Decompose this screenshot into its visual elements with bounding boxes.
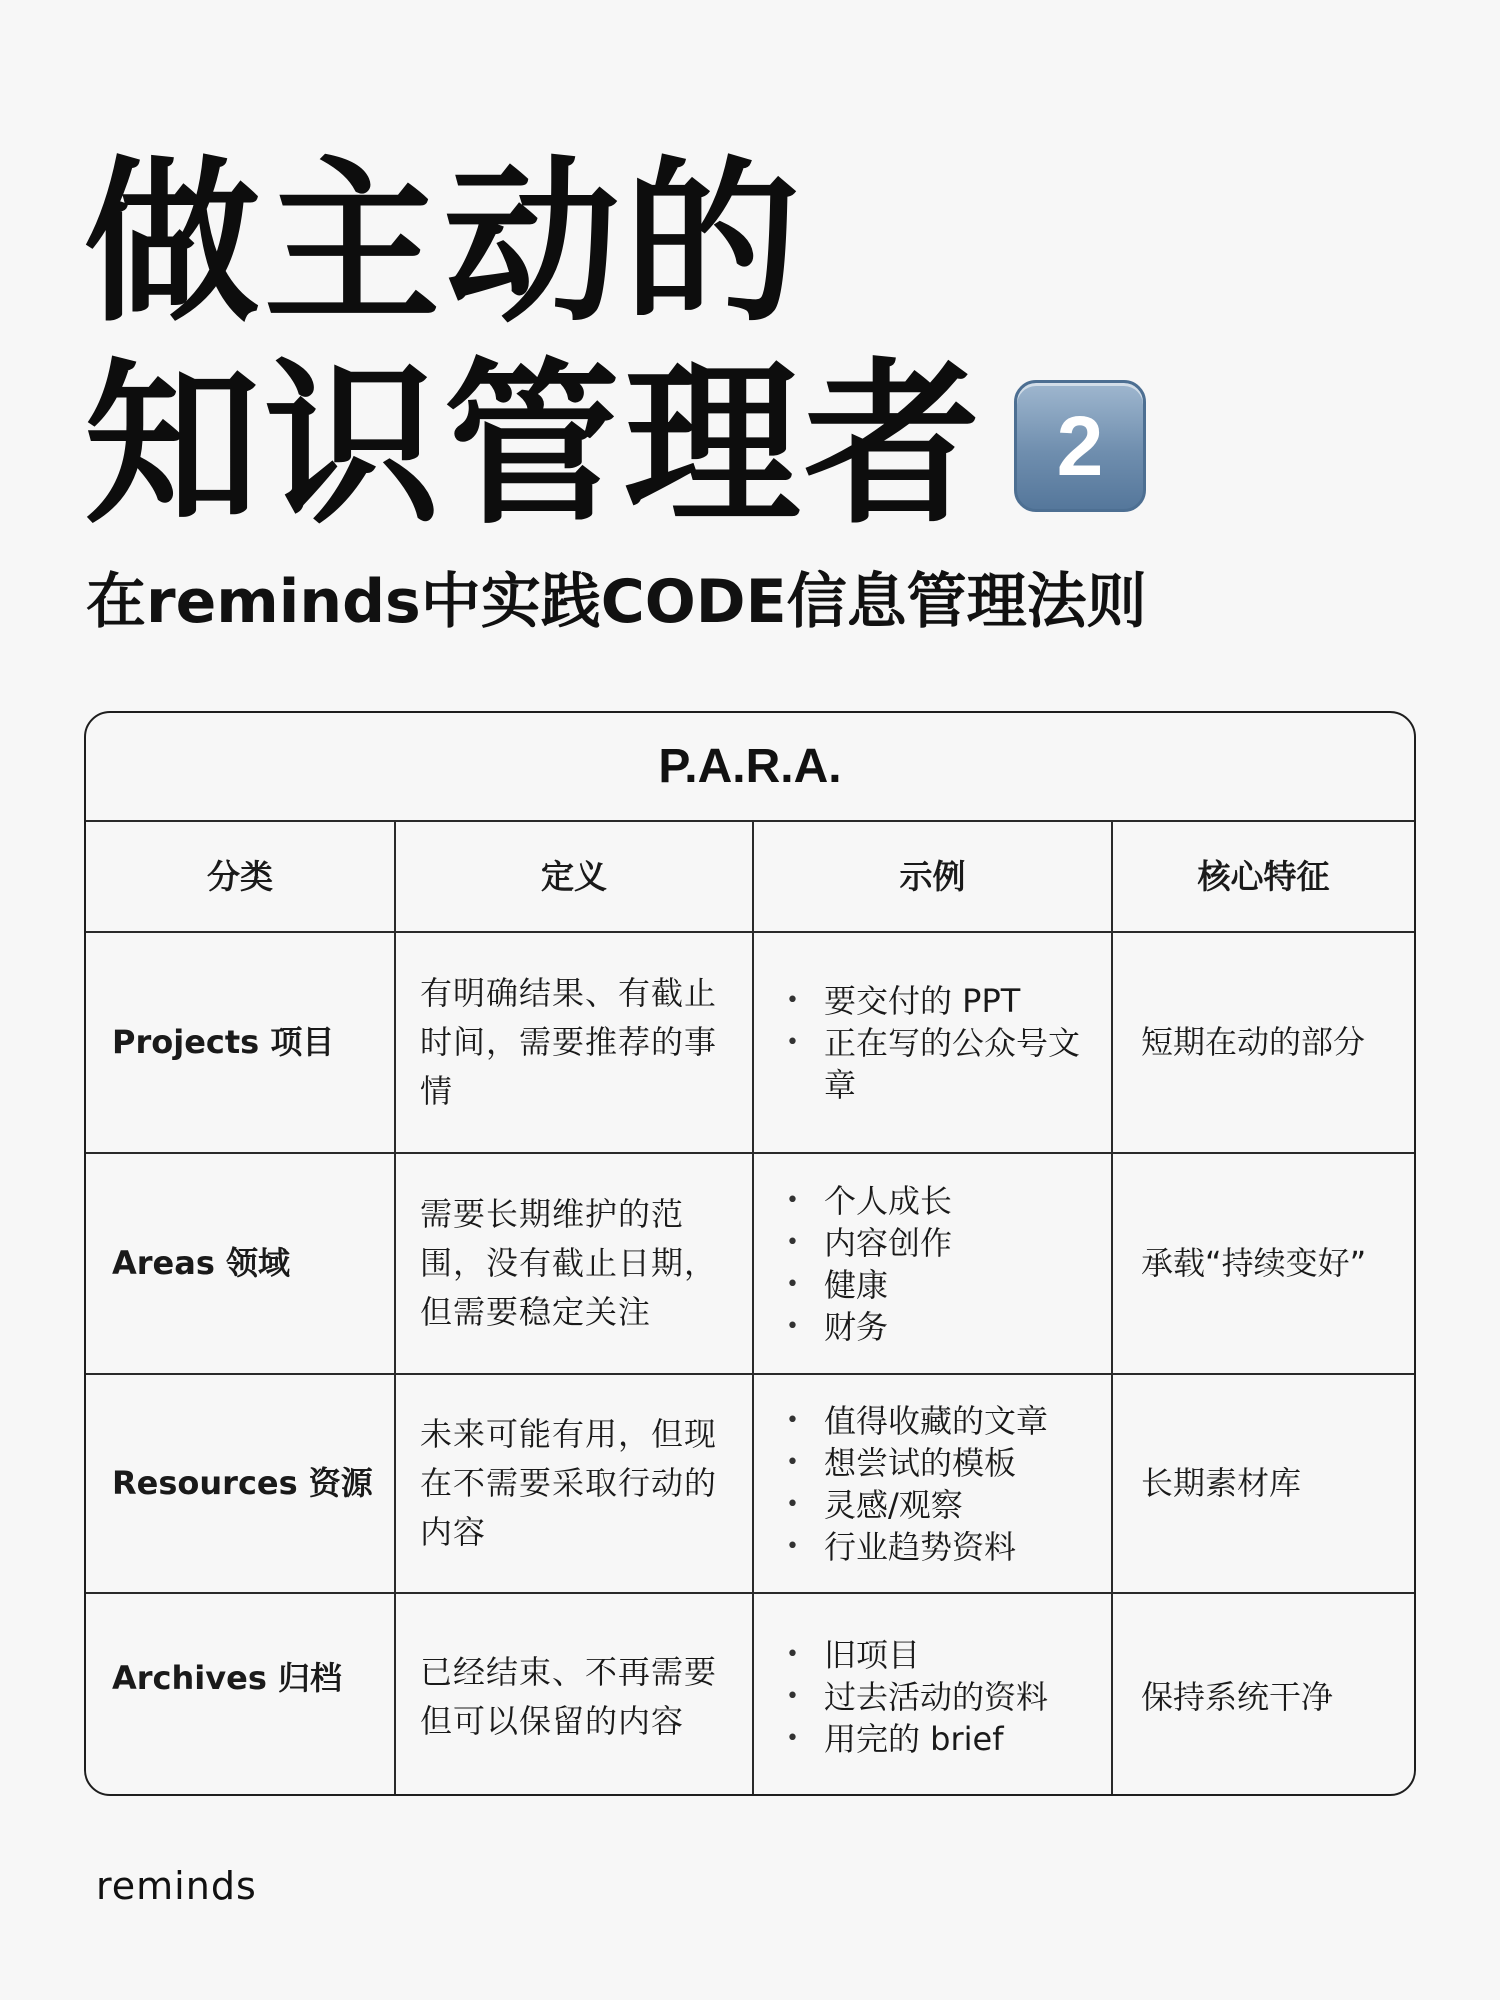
- list-item: • 个人成长: [784, 1180, 952, 1222]
- header-examples: 示例: [754, 822, 1113, 931]
- definition-cell: [396, 1154, 754, 1373]
- list-item: • 要交付的 PPT: [784, 980, 1091, 1022]
- category-cell: [86, 1594, 396, 1796]
- examples-list: [784, 1180, 952, 1348]
- subtitle: 在reminds中实践CODE信息管理法则: [86, 567, 1147, 637]
- definition-text: 有明确结果、有截止时间，需要推荐的事情: [420, 974, 718, 1110]
- title-line-1: 做主动的: [84, 141, 805, 346]
- feature-cell: [1113, 1154, 1414, 1373]
- header-definition: 定义: [396, 822, 754, 931]
- list-item: • 健康: [784, 1264, 952, 1306]
- list-item: • 旧项目: [784, 1634, 1048, 1676]
- category-resources: Resources 资源: [112, 1464, 373, 1502]
- examples-cell: [754, 1375, 1113, 1592]
- category-cell: [86, 1375, 396, 1592]
- number-two-badge-icon: 2: [1014, 380, 1146, 512]
- category-areas: Areas 领域: [112, 1244, 291, 1282]
- header-feature: 核心特征: [1197, 857, 1330, 896]
- examples-list: [784, 980, 1091, 1106]
- para-table: [84, 711, 1416, 1796]
- list-item: • 正在写的公众号文章: [784, 1022, 1091, 1106]
- feature-text: 短期在动的部分: [1141, 1023, 1366, 1061]
- category-cell: [86, 1154, 396, 1373]
- definition-text: 需要长期维护的范围，没有截止日期，但需要稳定关注: [420, 1195, 718, 1331]
- list-item: • 内容创作: [784, 1222, 952, 1264]
- definition-text: 未来可能有用，但现在不需要采取行动的内容: [420, 1415, 718, 1551]
- table-header-row: [86, 822, 1414, 933]
- examples-cell: [754, 933, 1113, 1152]
- header-category: 分类: [86, 822, 396, 931]
- table-title: P.A.R.A.: [86, 713, 1414, 822]
- list-item: • 行业趋势资料: [784, 1526, 1048, 1568]
- title-line-2: [84, 343, 1146, 548]
- definition-text: 已经结束、不再需要但可以保留的内容: [420, 1653, 718, 1740]
- feature-text: 保持系统干净: [1141, 1677, 1334, 1716]
- list-item: • 用完的 brief: [784, 1718, 1048, 1760]
- list-item: • 想尝试的模板: [784, 1442, 1048, 1484]
- list-item: • 值得收藏的文章: [784, 1400, 1048, 1442]
- title-line-2-text: 知识管理者: [84, 343, 985, 548]
- category-cell: [86, 933, 396, 1152]
- category-projects: Projects 项目: [112, 1023, 335, 1061]
- feature-text: 承载“持续变好”: [1141, 1244, 1367, 1282]
- feature-cell: [1113, 933, 1414, 1152]
- examples-cell: [754, 1154, 1113, 1373]
- list-item: • 财务: [784, 1306, 952, 1348]
- table-row: [86, 933, 1414, 1154]
- table-row: [86, 1154, 1414, 1375]
- examples-cell: [754, 1594, 1113, 1796]
- feature-text: 长期素材库: [1141, 1464, 1302, 1502]
- table-row: [86, 1375, 1414, 1594]
- examples-list: [784, 1634, 1048, 1760]
- definition-cell: [396, 1375, 754, 1592]
- list-item: • 过去活动的资料: [784, 1676, 1048, 1718]
- definition-cell: [396, 1594, 754, 1796]
- table-row: [86, 1594, 1414, 1796]
- feature-cell: [1113, 1375, 1414, 1592]
- examples-list: [784, 1400, 1048, 1568]
- feature-cell: [1113, 1594, 1414, 1796]
- brand-logo-text: reminds: [96, 1864, 257, 1908]
- list-item: • 灵感/观察: [784, 1484, 1048, 1526]
- definition-cell: [396, 933, 754, 1152]
- category-archives: Archives 归档: [112, 1659, 343, 1697]
